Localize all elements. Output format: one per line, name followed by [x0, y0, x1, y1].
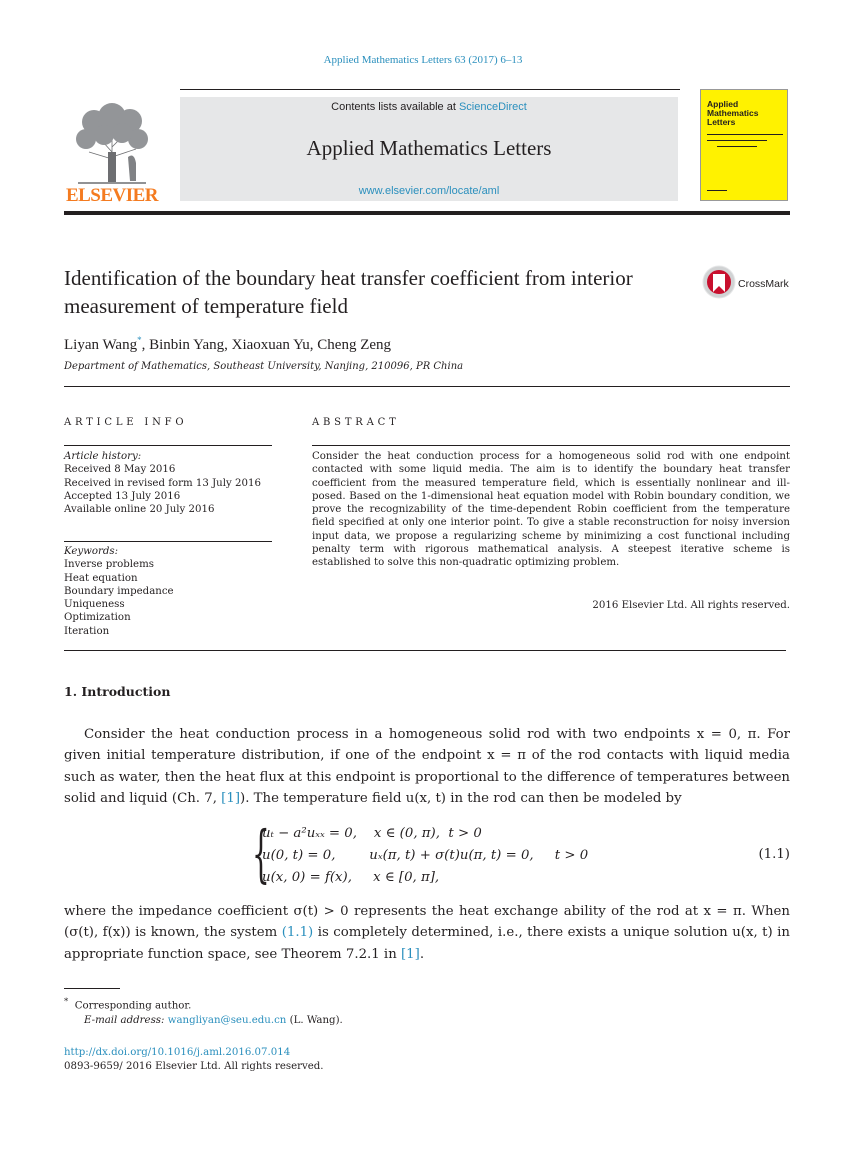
- footnote-mark: *: [64, 997, 69, 1007]
- keywords-label: Keywords:: [64, 546, 119, 557]
- corresponding-mark-link[interactable]: *: [137, 335, 142, 345]
- equation-line-3: u(x, 0) = f(x), x ∈ [0, π],: [262, 870, 440, 885]
- doi-block: [64, 1046, 324, 1074]
- footnote-corresponding-text: Corresponding author.: [74, 1000, 192, 1012]
- para2-text-b: is completely determined, i.e., there exists a unique solution u(x, t) in appropriate function space, see Theorem 7.2.1 in: [64, 925, 790, 962]
- contents-prefix: Contents lists available at: [331, 101, 459, 113]
- sciencedirect-link[interactable]: ScienceDirect: [458, 101, 527, 113]
- reference-link-2[interactable]: [1]: [400, 946, 420, 962]
- history-item: Received 8 May 2016: [64, 464, 176, 476]
- para1-text-a: Consider the heat conduction process in a homogeneous solid rod with two endpoints x = 0, π. For given initial temperature distribution, if one of the endpoint x = π of the rod contacts with liquid media such as water, then the heat flux at this endpoint is proportional to the difference of temperatures between solid and liquid (Ch. 7,: [64, 727, 790, 806]
- article-history: [64, 450, 272, 516]
- equation-number: (1.1): [758, 847, 790, 862]
- info-rule: [64, 445, 272, 446]
- contents-line: [180, 101, 678, 113]
- intro-paragraph-1: [64, 724, 790, 809]
- para2-text-c: .: [419, 946, 425, 962]
- abstract-text: Consider the heat conduction process for a homogeneous solid rod with one endpoint contacted with some liquid media. The aim is to identify the boundary heat transfer coefficient from the measured temperature field, which is essentially nonlinear and ill-posed. Based on the 1-dimensional heat equation model with Robin boundary condition, we prove the recognizability of the time-dependent Robin coefficient from the temperature field specified at only one interior point. To give a stable reconstruction for noisy inversion input data, we propose a regularizing scheme by minimizing a cost functional including penalty term with rigorous mathematical analysis. A steepest iterative scheme is established to solve this non-quadratic optimizing problem.: [312, 451, 790, 569]
- journal-citation[interactable]: Applied Mathematics Letters 63 (2017) 6–13: [323, 54, 523, 66]
- keyword-item: Iteration: [64, 625, 110, 637]
- equation-brace: {: [252, 817, 270, 890]
- reference-link-1[interactable]: [1]: [221, 790, 241, 806]
- article-info-heading: ARTICLE INFO: [64, 417, 188, 428]
- keywords-rule: [64, 541, 272, 542]
- cover-title: Applied Mathematics Letters: [707, 99, 759, 127]
- equation-line-2: u(0, t) = 0, uₓ(π, t) + σ(t)u(π, t) = 0, t > 0: [262, 848, 589, 863]
- title-separator-rule: [64, 386, 790, 387]
- section-heading: 1. Introduction: [64, 684, 171, 699]
- footnote-email: [64, 1013, 790, 1028]
- email-label: E-mail address:: [84, 1015, 165, 1027]
- equation-1-1: [252, 817, 790, 890]
- keyword-item: Optimization: [64, 612, 131, 624]
- other-authors: , Binbin Yang, Xiaoxuan Yu, Cheng Zeng: [141, 337, 392, 353]
- keyword-item: Uniqueness: [64, 599, 125, 611]
- masthead-top-rule: [180, 89, 680, 90]
- history-item: Accepted 13 July 2016: [64, 490, 181, 502]
- crossmark-label[interactable]: CrossMark: [738, 278, 789, 290]
- para1-text-b: ). The temperature field u(x, t) in the rod can then be modeled by: [240, 790, 682, 806]
- keywords-list: [64, 545, 272, 638]
- abstract-copyright: 2016 Elsevier Ltd. All rights reserved.: [592, 600, 790, 611]
- abstract-heading: ABSTRACT: [312, 417, 400, 428]
- cover-decoration: [707, 134, 783, 194]
- author-list: [64, 335, 391, 354]
- abstract-rule: [312, 445, 790, 446]
- journal-cover-image[interactable]: [700, 89, 788, 201]
- para2-text-a: where the impedance coefficient σ(t) > 0 represents the heat exchange ability of the rod at x = π. When (σ(t), f(x)) is known, the system: [64, 904, 790, 941]
- issn-line: 0893-9659/ 2016 Elsevier Ltd. All rights reserved.: [64, 1061, 324, 1072]
- footnote-corresponding: [64, 995, 790, 1013]
- keyword-item: Inverse problems: [64, 559, 154, 571]
- journal-title: Applied Mathematics Letters: [306, 136, 552, 160]
- first-author: Liyan Wang: [64, 337, 138, 353]
- doi-link[interactable]: http://dx.doi.org/10.1016/j.aml.2016.07.014: [64, 1047, 291, 1058]
- masthead-banner: [180, 97, 678, 201]
- email-suffix: (L. Wang).: [286, 1015, 343, 1027]
- keyword-item: Heat equation: [64, 572, 138, 584]
- elsevier-wordmark: ELSEVIER: [65, 185, 159, 206]
- email-link[interactable]: wangliyan@seu.edu.cn: [167, 1015, 287, 1027]
- equation-line-1: uₜ − a²uₓₓ = 0, x ∈ (0, π), t > 0: [262, 826, 482, 841]
- history-item: Received in revised form 13 July 2016: [64, 477, 261, 489]
- paper-title: Identification of the boundary heat transfer coefficient from interior measurement of temperature field: [64, 266, 633, 318]
- footnote: [64, 995, 790, 1028]
- abstract-separator-rule: [64, 650, 786, 651]
- keyword-item: Boundary impedance: [64, 585, 174, 597]
- history-item: Available online 20 July 2016: [64, 504, 215, 516]
- masthead-bottom-rule: [64, 211, 790, 215]
- footnote-rule: [64, 988, 120, 989]
- intro-paragraph-2: [64, 901, 790, 965]
- equation-ref-link[interactable]: (1.1): [281, 925, 314, 941]
- journal-url-link[interactable]: www.elsevier.com/locate/aml: [358, 185, 500, 197]
- affiliation: Department of Mathematics, Southeast University, Nanjing, 210096, PR China: [64, 361, 464, 372]
- history-label: Article history:: [64, 451, 142, 462]
